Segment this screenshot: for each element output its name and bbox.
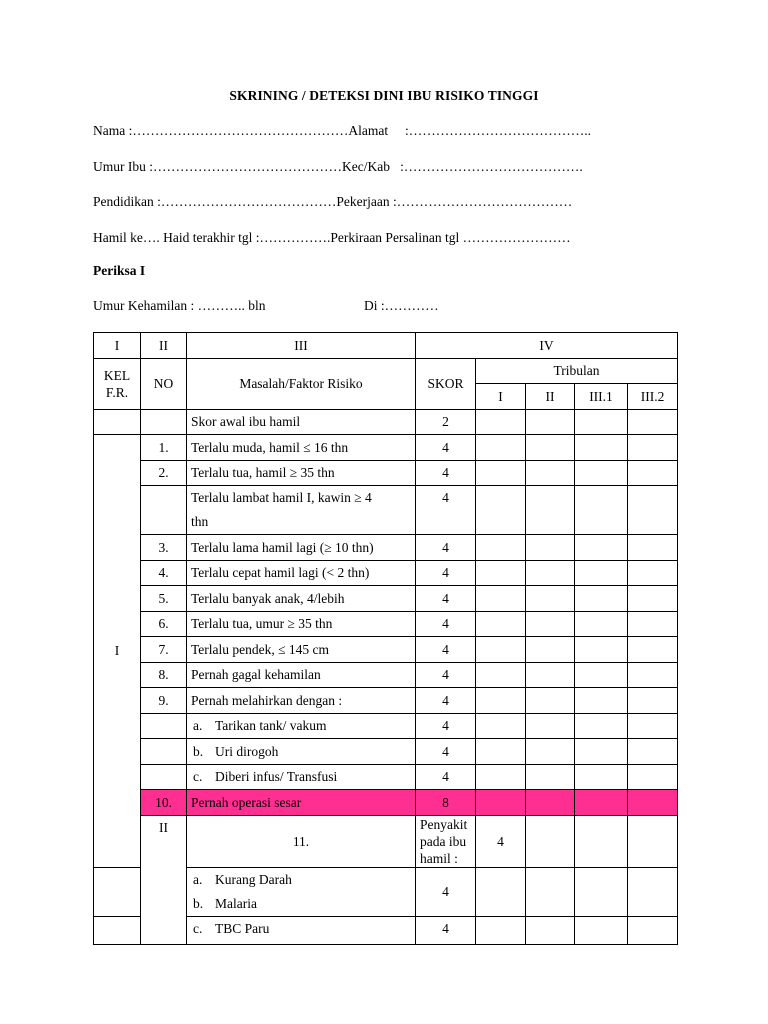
row-skor: 4 xyxy=(416,867,476,916)
risk-table xyxy=(93,332,678,945)
header-tribulan-3-1: III.1 xyxy=(575,384,628,410)
row-label: Terlalu banyak anak, 4/lebih xyxy=(187,586,416,612)
table-row xyxy=(94,535,678,561)
row-skor: 4 xyxy=(416,764,476,790)
row-skor: 4 xyxy=(416,662,476,688)
table-row xyxy=(94,586,678,612)
table-row xyxy=(94,815,678,867)
table-row xyxy=(94,688,678,714)
table-row xyxy=(94,486,678,535)
row-skor: 4 xyxy=(416,637,476,663)
row-skor: 4 xyxy=(416,486,476,535)
header-tribulan-3-2: III.2 xyxy=(628,384,678,410)
row-label: b. Uri dirogoh xyxy=(187,739,416,765)
row-label: Terlalu tua, hamil ≥ 35 thn xyxy=(187,460,416,486)
row-skor: 4 xyxy=(416,560,476,586)
table-row xyxy=(94,739,678,765)
row-label: Pernah gagal kehamilan xyxy=(187,662,416,688)
row-label: Pernah melahirkan dengan : xyxy=(187,688,416,714)
row-no: 1. xyxy=(141,435,187,461)
header-skor: SKOR xyxy=(416,358,476,409)
row-no: 2. xyxy=(141,460,187,486)
row-label: a. Kurang Darah b. Malaria xyxy=(187,867,416,916)
row-skor: 4 xyxy=(416,739,476,765)
table-row xyxy=(94,764,678,790)
row-no: 9. xyxy=(141,688,187,714)
row-label: a. Tarikan tank/ vakum xyxy=(187,713,416,739)
table-row xyxy=(94,409,678,435)
row-no: 7. xyxy=(141,637,187,663)
row-no xyxy=(141,486,187,535)
field-hamil-haid: Hamil ke…. Haid terakhir tgl :…………….Perkiraan Persalinan tgl …………………… xyxy=(93,230,571,245)
col-number-2: II xyxy=(141,333,187,359)
col-number-3: III xyxy=(187,333,416,359)
row-label: Pernah operasi sesar xyxy=(187,790,416,816)
table-row xyxy=(94,560,678,586)
row-no: 5. xyxy=(141,586,187,612)
section-heading-periksa: Periksa I xyxy=(93,263,146,278)
row-skor: 4 xyxy=(416,535,476,561)
table-row xyxy=(94,637,678,663)
row-skor: 2 xyxy=(416,409,476,435)
header-masalah: Masalah/Faktor Risiko xyxy=(187,358,416,409)
header-kel-fr: KEL F.R. xyxy=(94,358,141,409)
table-header-row xyxy=(94,358,678,384)
table-row xyxy=(94,662,678,688)
field-umur-kec: Umur Ibu :……………………………………Kec/Kab :…………………………………. xyxy=(93,159,583,174)
row-no: 11. xyxy=(187,815,416,867)
row-no: 6. xyxy=(141,611,187,637)
row-skor: 4 xyxy=(416,586,476,612)
row-skor: 4 xyxy=(416,916,476,945)
row-skor: 4 xyxy=(416,688,476,714)
table-row xyxy=(94,611,678,637)
row-label: c. TBC Paru xyxy=(187,916,416,945)
table-number-row xyxy=(94,333,678,359)
group-label-ii: II xyxy=(141,815,187,945)
header-tribulan: Tribulan xyxy=(476,358,678,384)
row-skor: 4 xyxy=(416,713,476,739)
row-no: 10. xyxy=(141,790,187,816)
row-skor: 4 xyxy=(416,435,476,461)
row-label: Terlalu tua, umur ≥ 35 thn xyxy=(187,611,416,637)
group-label-i: I xyxy=(94,435,141,868)
header-tribulan-1: I xyxy=(476,384,526,410)
table-row xyxy=(94,460,678,486)
page-title: SKRINING / DETEKSI DINI IBU RISIKO TINGGI xyxy=(229,88,539,103)
header-no: NO xyxy=(141,358,187,409)
row-skor: 8 xyxy=(416,790,476,816)
field-umur-kehamilan: Umur Kehamilan : ……….. bln xyxy=(93,298,266,313)
field-di: Di :………… xyxy=(364,298,439,313)
col-number-1: I xyxy=(94,333,141,359)
row-no: 4. xyxy=(141,560,187,586)
row-label: Terlalu pendek, ≤ 145 cm xyxy=(187,637,416,663)
row-label: Penyakit pada ibu hamil : xyxy=(416,815,476,867)
row-label: Terlalu lama hamil lagi (≥ 10 thn) xyxy=(187,535,416,561)
row-label: c. Diberi infus/ Transfusi xyxy=(187,764,416,790)
table-row xyxy=(94,435,678,461)
row-label: Terlalu muda, hamil ≤ 16 thn xyxy=(187,435,416,461)
row-no: 8. xyxy=(141,662,187,688)
row-label: Terlalu lambat hamil I, kawin ≥ 4 thn xyxy=(187,486,416,535)
col-number-4: IV xyxy=(416,333,678,359)
row-label: Skor awal ibu hamil xyxy=(187,409,416,435)
field-pendidikan-pekerjaan: Pendidikan :…………………………………Pekerjaan :………………………………… xyxy=(93,194,573,209)
row-no: 3. xyxy=(141,535,187,561)
field-nama-alamat: Nama :…………………………………………Alamat :………………………………….. xyxy=(93,123,591,138)
header-tribulan-2: II xyxy=(526,384,575,410)
row-skor: 4 xyxy=(416,611,476,637)
table-row xyxy=(94,713,678,739)
row-skor: 4 xyxy=(476,815,526,867)
row-label: Terlalu cepat hamil lagi (< 2 thn) xyxy=(187,560,416,586)
table-row-highlighted xyxy=(94,790,678,816)
row-skor: 4 xyxy=(416,460,476,486)
